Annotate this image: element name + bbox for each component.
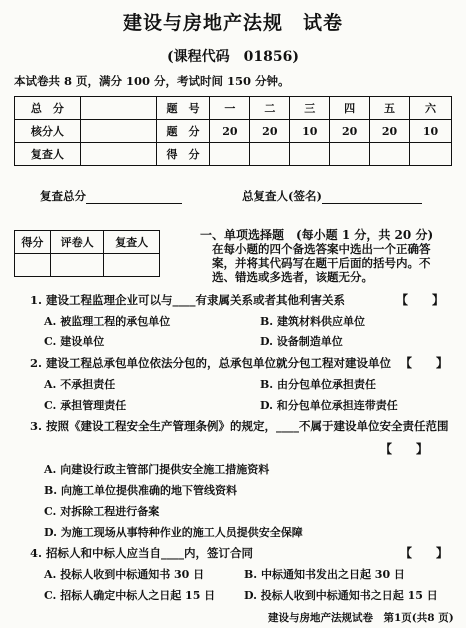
option-d: D. 投标人收到中标通知书之日起 15 日 (244, 589, 438, 602)
score-cell: 20 (370, 120, 410, 143)
score-input-cell[interactable] (290, 143, 330, 166)
answer-bracket[interactable]: 【 】 (396, 293, 445, 307)
exam-title: 建设与房地产法规 试卷 (122, 12, 343, 34)
page-footer: 建设与房地产法规试卷 第1页(共8 页) (268, 612, 454, 624)
score-cell: 总 分 (15, 97, 81, 120)
question-stem: 4. 招标人和中标人应当自____内，签订合同 (30, 546, 254, 560)
option-a: A. 被监理工程的承包单位 (44, 315, 171, 328)
score-cell: 20 (210, 120, 250, 143)
section-instructions: 在每小题的四个备选答案中选出一个正确答案，并将其代码写在题干后面的括号内。不选、错选或多选者，该题无分。 (212, 242, 431, 284)
option-a: A. 向建设行政主管部门提供安全施工措施资料 (44, 463, 270, 476)
score-input-cell[interactable] (410, 143, 452, 166)
score-cell: 五 (370, 97, 410, 120)
score-table-row (15, 143, 452, 166)
score-cell: 得 分 (156, 143, 210, 166)
score-input-cell[interactable] (250, 143, 290, 166)
score-cell: 六 (410, 97, 452, 120)
chief-reviewer-line[interactable] (322, 203, 422, 204)
score-cell: 核分人 (15, 120, 81, 143)
grade-input-cell[interactable] (50, 254, 104, 277)
question-stem: 2. 建设工程总承包单位依法分包的，总承包单位就分包工程对建设单位 (30, 356, 392, 370)
reviewer-total-line[interactable] (86, 203, 182, 204)
exam-info: 本试卷共 8 页，满分 100 分，考试时间 150 分钟。 (14, 74, 290, 88)
answer-bracket[interactable]: 【 】 (400, 356, 449, 370)
option-a: A. 不承担责任 (44, 378, 116, 391)
section-heading: 一、单项选择题 (每小题 1 分，共 20 分) (200, 228, 434, 242)
score-cell: 10 (410, 120, 452, 143)
option-c: C. 对拆除工程进行备案 (44, 505, 160, 518)
score-cell: 题 号 (156, 97, 210, 120)
option-b: B. 建筑材料供应单位 (260, 315, 365, 328)
score-cell: 二 (250, 97, 290, 120)
option-c: C. 招标人确定中标人之日起 15 日 (44, 589, 216, 602)
grade-input-cell[interactable] (104, 254, 160, 277)
grade-input-row (15, 254, 160, 277)
option-d: D. 和分包单位承担连带责任 (260, 399, 398, 412)
grade-table (14, 230, 160, 277)
reviewer-total-field (40, 188, 182, 204)
score-cell (80, 120, 156, 143)
score-cell: 10 (290, 120, 330, 143)
option-c: C. 建设单位 (44, 335, 105, 348)
score-cell: 一 (210, 97, 250, 120)
option-d: D. 设备制造单位 (260, 335, 343, 348)
grade-header-cell: 复查人 (104, 231, 160, 254)
score-cell: 20 (330, 120, 370, 143)
option-c: C. 承担管理责任 (44, 399, 127, 412)
option-b: B. 由分包单位承担责任 (260, 378, 376, 391)
course-code: (课程代码 01856) (167, 49, 299, 65)
chief-reviewer-label: 总复查人(签名) (242, 189, 322, 203)
score-input-cell[interactable] (210, 143, 250, 166)
option-d: D. 为施工现场从事特种作业的施工人员提供安全保障 (44, 526, 303, 539)
chief-reviewer-field (242, 188, 422, 204)
score-cell: 复查人 (15, 143, 81, 166)
score-cell: 三 (290, 97, 330, 120)
option-b: B. 中标通知书发出之日起 30 日 (244, 568, 405, 581)
score-cell: 四 (330, 97, 370, 120)
grade-header-cell: 得分 (15, 231, 51, 254)
answer-bracket[interactable]: 【 】 (380, 442, 429, 456)
option-a: A. 投标人收到中标通知书 30 日 (44, 568, 205, 581)
answer-bracket[interactable]: 【 】 (400, 546, 449, 560)
question-stem: 3. 按照《建设工程安全生产管理条例》的规定，____不属于建设单位安全责任范围 (30, 419, 449, 433)
score-input-cell[interactable] (370, 143, 410, 166)
grade-header-cell: 评卷人 (50, 231, 104, 254)
option-b: B. 向施工单位提供准确的地下管线资料 (44, 484, 237, 497)
score-cell (80, 97, 156, 120)
question-stem: 1. 建设工程监理企业可以与____有隶属关系或者其他利害关系 (30, 293, 346, 307)
score-cell: 20 (250, 120, 290, 143)
grade-input-cell[interactable] (15, 254, 51, 277)
score-table (14, 96, 452, 166)
reviewer-total-label: 复查总分 (40, 189, 86, 203)
score-table-row (15, 120, 452, 143)
grade-header-row (15, 231, 160, 254)
score-table-row (15, 97, 452, 120)
score-input-cell[interactable] (330, 143, 370, 166)
score-input-cell[interactable] (80, 143, 156, 166)
score-cell: 题 分 (156, 120, 210, 143)
